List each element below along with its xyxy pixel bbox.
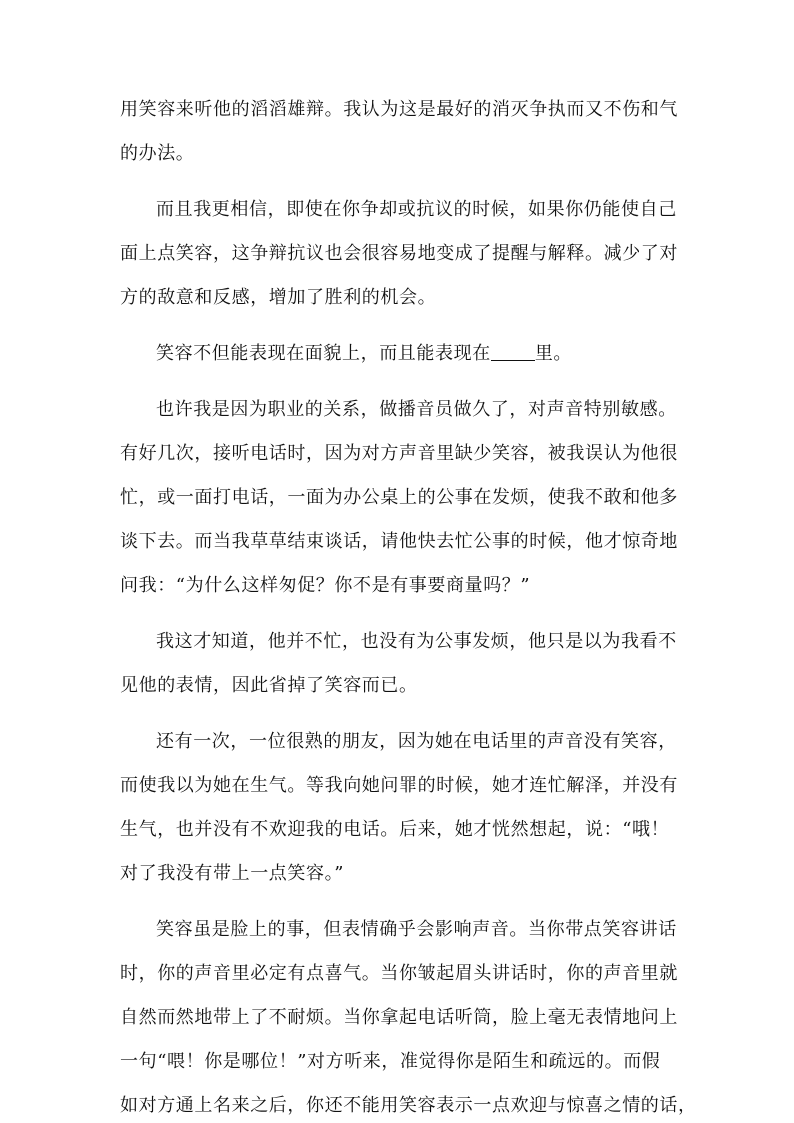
text-line: 的办法。 bbox=[120, 143, 195, 164]
text-line: 如对方通上名来之后，你还不能用笑容表示一点欢迎与惊喜之情的话， bbox=[120, 1095, 697, 1116]
text-line: 自然而然地带上了不耐烦。当你拿起电话听筒，脸上毫无表情地问上 bbox=[120, 1007, 678, 1028]
text-line: 忙，或一面打电话，一面为办公桌上的公事在发烦，使我不敢和他多 bbox=[120, 487, 678, 508]
text-line: 时，你的声音里必定有点喜气。当你皱起眉头讲话时，你的声音里就 bbox=[120, 963, 678, 984]
text-line: 有好几次，接听电话时，因为对方声音里缺少笑容，被我误认为他很 bbox=[120, 443, 678, 464]
text-line: 用笑容来听他的滔滔雄辩。我认为这是最好的消灭争执而又不伤和气 bbox=[120, 99, 678, 120]
text-line: 一句“喂！你是哪位！”对方听来，准觉得你是陌生和疏远的。而假 bbox=[120, 1051, 661, 1072]
text-line: 面上点笑容，这争辩抗议也会很容易地变成了提醒与解释。减少了对 bbox=[120, 243, 678, 264]
text-line: 而且我更相信，即使在你争却或抗议的时候，如果你仍能使自己 bbox=[156, 199, 677, 220]
text-line: 问我：“为什么这样匆促？你不是有事要商量吗？” bbox=[120, 575, 531, 596]
text-line: 对了我没有带上一点笑容。” bbox=[120, 863, 345, 884]
sentence-start: 笑容不但能表现在面貌上，而且能表现在 bbox=[156, 343, 491, 364]
text-line: 笑容虽是脸上的事，但表情确乎会影响声音。当你带点笑容讲话 bbox=[156, 919, 677, 940]
fill-in-sentence bbox=[156, 342, 572, 366]
fill-in-blank bbox=[491, 342, 535, 361]
text-line: 也许我是因为职业的关系，做播音员做久了，对声音特别敏感。 bbox=[156, 399, 677, 420]
text-line: 生气，也并没有不欢迎我的电话。后来，她才恍然想起，说：“哦！ bbox=[120, 819, 670, 840]
sentence-end: 里。 bbox=[534, 343, 573, 364]
text-line: 方的敌意和反感，增加了胜利的机会。 bbox=[120, 287, 437, 308]
text-line: 见他的表情，因此省掉了笑容而已。 bbox=[120, 675, 418, 696]
text-line: 我这才知道，他并不忙，也没有为公事发烦，他只是以为我看不 bbox=[156, 631, 677, 652]
text-line: 还有一次，一位很熟的朋友，因为她在电话里的声音没有笑容， bbox=[156, 731, 677, 752]
text-line: 而使我以为她在生气。等我向她问罪的时候，她才连忙解泽，并没有 bbox=[120, 775, 678, 796]
text-line: 谈下去。而当我草草结束谈话，请他快去忙公事的时候，他才惊奇地 bbox=[120, 531, 678, 552]
